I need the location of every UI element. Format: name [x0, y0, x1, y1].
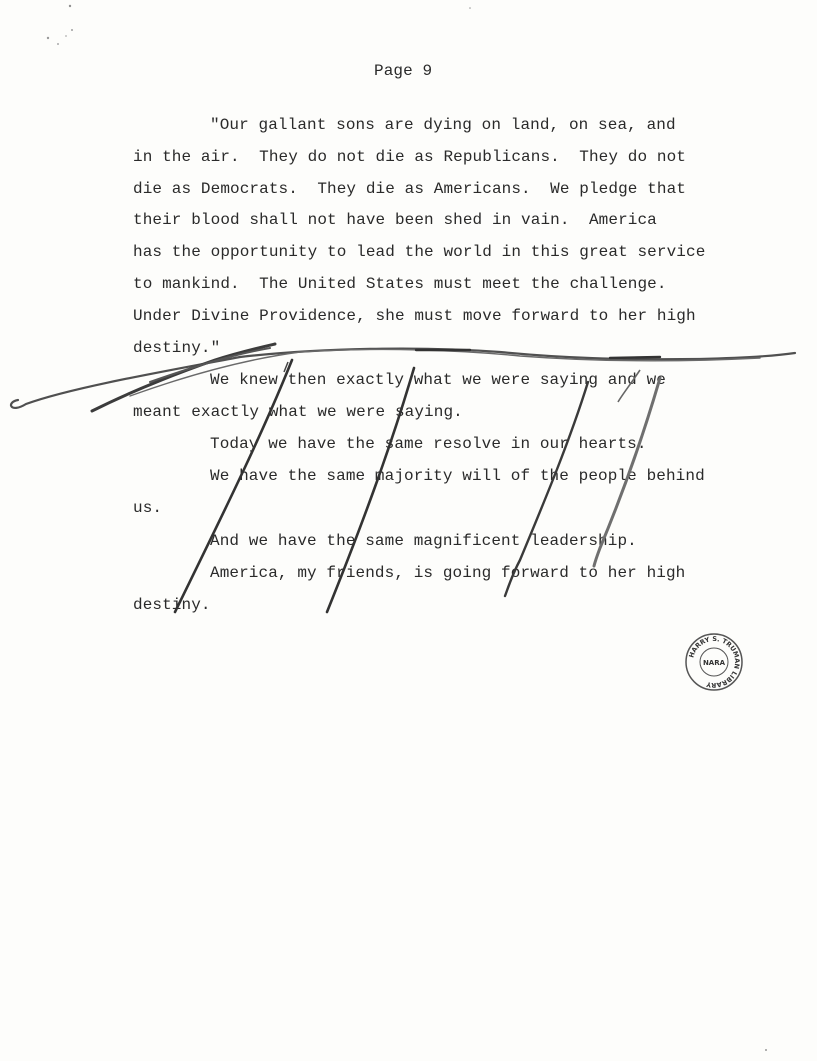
text-line: Under Divine Providence, she must move forward to her high	[133, 307, 696, 325]
text-line: destiny."	[133, 339, 221, 357]
text-line: Today we have the same resolve in our hearts.	[210, 435, 647, 453]
truman-library-stamp	[684, 632, 744, 692]
text-line: "Our gallant sons are dying on land, on sea, and	[210, 116, 676, 134]
text-line: We knew then exactly what we were saying and we	[210, 371, 666, 389]
stamp-ring-text: HARRY S. TRUMAN LIBRARY	[687, 634, 742, 690]
text-line: We have the same majority will of the people behind	[210, 467, 705, 485]
stamp-center-text: NARA	[702, 659, 726, 667]
text-line: And we have the same magnificent leadership.	[210, 532, 637, 550]
page-header: Page 9	[374, 62, 433, 80]
text-line: in the air. They do not die as Republicans. They do not	[133, 148, 686, 166]
text-line: us.	[133, 499, 163, 517]
text-line: America, my friends, is going forward to her high	[210, 564, 686, 582]
text-line: to mankind. The United States must meet the challenge.	[133, 275, 667, 293]
text-line: die as Democrats. They die as Americans. We pledge that	[133, 180, 686, 198]
text-line: destiny.	[133, 596, 211, 614]
text-line: their blood shall not have been shed in vain. America	[133, 211, 657, 229]
text-line: meant exactly what we were saying.	[133, 403, 463, 421]
text-line: has the opportunity to lead the world in this great service	[133, 243, 706, 261]
